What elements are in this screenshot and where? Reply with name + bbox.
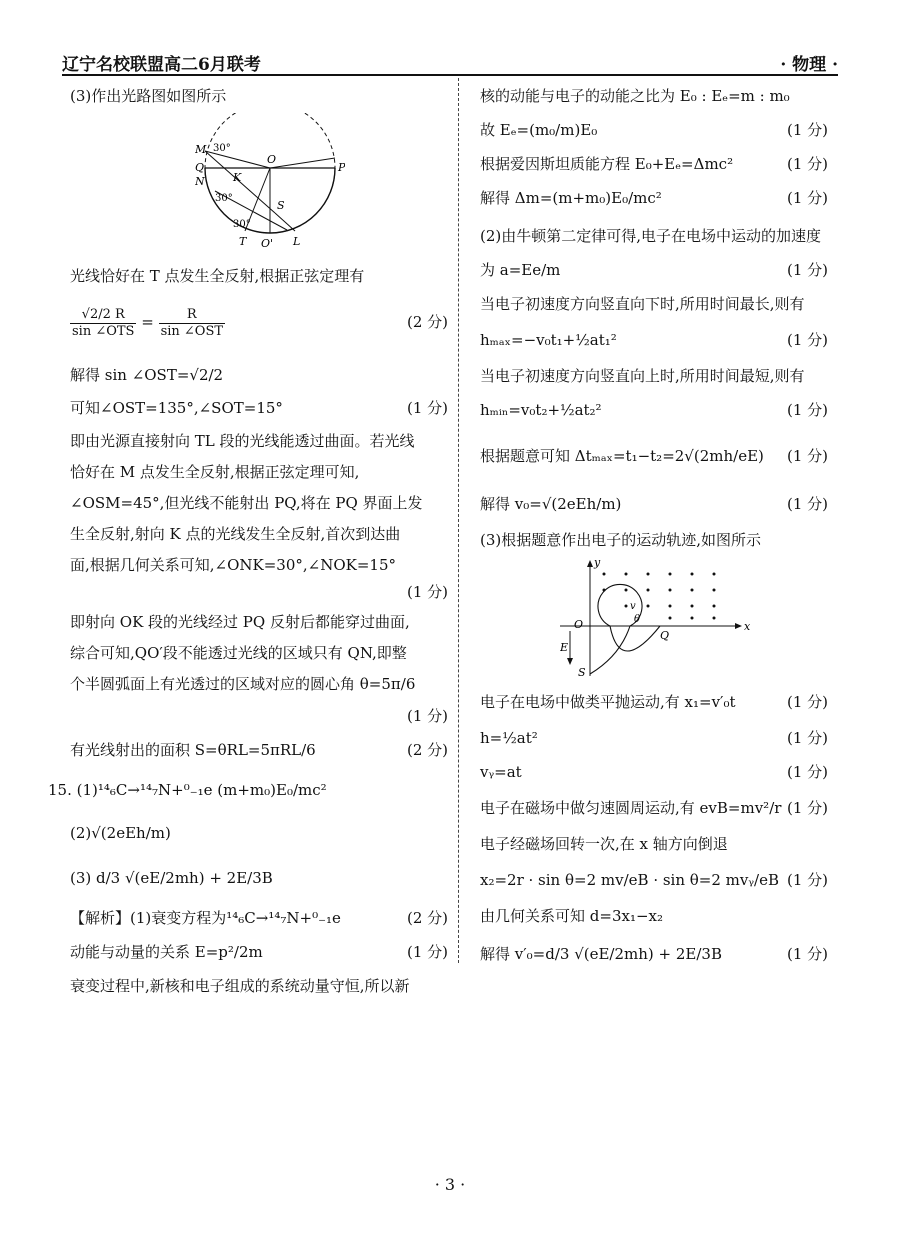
label-x: x: [744, 620, 750, 633]
text-line: 核的动能与电子的动能之比为 E₀ : Eₑ=m : m₀: [480, 87, 790, 105]
score: (1 分): [786, 331, 828, 349]
score: (1 分): [406, 943, 448, 961]
label-theta: θ: [634, 614, 641, 625]
score: (1 分): [786, 763, 828, 781]
sine-law-equation: $\frac{√2/2 R}{\text{sin ∠OTS}}$ = $\frac{R}{\text{sin ∠OST}}$ (2 分): [70, 300, 448, 344]
angle-label: 30°: [215, 193, 233, 204]
text-line: 解得 v′₀=d/3 √(eE/2mh) + 2E/3B (1 分): [480, 945, 828, 963]
text-line: 当电子初速度方向竖直向上时,所用时间最短,则有: [480, 367, 805, 385]
score: (1 分): [786, 729, 828, 747]
text-line: 可知∠OST=135°,∠SOT=15° (1 分): [70, 399, 448, 417]
label-Q: Q: [660, 629, 670, 642]
electron-trajectory-diagram: [560, 556, 750, 681]
text-line: 动能与动量的关系 E=p²/2m (1 分): [70, 943, 448, 961]
angle-label: 30°: [213, 143, 231, 154]
column-divider: [458, 78, 459, 963]
score: (1 分): [786, 189, 828, 207]
text-line: 为 a=Ee/m (1 分): [480, 261, 828, 279]
text-line: 电子在磁场中做匀速圆周运动,有 evB=mv²/r (1 分): [480, 799, 828, 817]
page-number: · 3 ·: [434, 1175, 466, 1194]
paragraph-line: 面,根据几何关系可知,∠ONK=30°,∠NOK=15°: [70, 556, 397, 574]
label-y: y: [594, 556, 601, 569]
label-S: S: [578, 666, 586, 679]
light-path-diagram: [195, 113, 345, 253]
text-line: 衰变过程中,新核和电子组成的系统动量守恒,所以新: [70, 977, 410, 995]
label-v: v: [630, 601, 636, 612]
text-line: 解得 v₀=√(2eEh/m) (1 分): [480, 495, 828, 513]
score: (1 分): [786, 945, 828, 963]
score: (1 分): [786, 401, 828, 419]
label-Q: Q: [195, 161, 205, 174]
score: (1 分): [786, 121, 828, 139]
exam-title: 辽宁名校联盟高二6月联考: [62, 55, 261, 75]
angle-label: 30°: [233, 219, 251, 230]
label-N: N: [195, 175, 205, 188]
y-arrow: [587, 560, 593, 567]
label-T: T: [239, 235, 247, 248]
text-line: (3)根据题意作出电子的运动轨迹,如图所示: [480, 531, 762, 549]
score: (2 分): [406, 741, 448, 759]
score: (2 分): [406, 313, 448, 331]
score: (2 分): [406, 909, 448, 927]
ray: [270, 158, 335, 168]
answer-15-3: (3) d/3 √(eE/2mh) + 2E/3B: [70, 869, 273, 887]
text-line: (2)由牛顿第二定律可得,电子在电场中运动的加速度: [480, 227, 822, 245]
label-O: O: [267, 153, 277, 166]
text-line: 根据题意可知 Δtₘₐₓ=t₁−t₂=2√(2mh/eE) (1 分): [480, 447, 828, 465]
ray: [275, 213, 295, 231]
analysis-line: 【解析】(1)衰变方程为¹⁴₆C→¹⁴₇N+⁰₋₁e (2 分): [70, 909, 448, 927]
text-line: h=½at² (1 分): [480, 729, 828, 747]
score: (1 分): [406, 399, 448, 417]
label-O: O: [574, 618, 584, 631]
paragraph-line: 生全反射,射向 K 点的光线发生全反射,首次到达曲: [70, 525, 401, 543]
text-line: 当电子初速度方向竖直向下时,所用时间最长,则有: [480, 295, 805, 313]
paragraph-line: ∠OSM=45°,但光线不能射出 PQ,将在 PQ 界面上发: [70, 494, 423, 512]
score: (1 分): [786, 693, 828, 711]
score: (1 分): [406, 583, 448, 601]
text-line: 有光线射出的面积 S=θRL=5πRL/6 (2 分): [70, 741, 448, 759]
text-line: 故 Eₑ=(m₀/m)E₀ (1 分): [480, 121, 828, 139]
label-P: P: [338, 161, 345, 174]
label-E: E: [560, 641, 569, 654]
label-L: L: [293, 235, 301, 248]
page-header: [62, 40, 838, 76]
label-S: S: [277, 199, 285, 212]
score: (1 分): [786, 261, 828, 279]
x-arrow: [735, 623, 742, 629]
score: (1 分): [786, 155, 828, 173]
text-line: vᵧ=at (1 分): [480, 763, 828, 781]
text-line: (3)作出光路图如图所示: [70, 87, 227, 105]
label-O-prime: O': [261, 237, 274, 250]
label-K: K: [233, 171, 242, 184]
text-line: 电子在电场中做类平抛运动,有 x₁=v′₀t (1 分): [480, 693, 828, 711]
text-line: 由几何关系可知 d=3x₁−x₂: [480, 907, 663, 925]
paragraph-line: 即由光源直接射向 TL 段的光线能透过曲面。若光线: [70, 432, 415, 450]
score: (1 分): [786, 871, 828, 889]
score: (1 分): [786, 799, 828, 817]
text-line: hₘₐₓ=−v₀t₁+½at₁² (1 分): [480, 331, 828, 349]
paragraph-line: 即射向 OK 段的光线经过 PQ 反射后都能穿过曲面,: [70, 613, 410, 631]
text-line: 根据爱因斯坦质能方程 E₀+Eₑ=Δmc² (1 分): [480, 155, 828, 173]
answer-15-1: 15. (1)¹⁴₆C→¹⁴₇N+⁰₋₁e (m+m₀)E₀/mc²: [48, 781, 327, 799]
text-line: 光线恰好在 T 点发生全反射,根据正弦定理有: [70, 267, 365, 285]
paragraph-line: 个半圆弧面上有光透过的区域对应的圆心角 θ=5π/6: [70, 675, 416, 693]
label-M: M: [195, 143, 207, 156]
text-line: 解得 Δm=(m+m₀)E₀/mc² (1 分): [480, 189, 828, 207]
text-line: 电子经磁场回转一次,在 x 轴方向倒退: [480, 835, 728, 853]
score: (1 分): [406, 707, 448, 725]
trajectory: [590, 584, 660, 674]
score: (1 分): [786, 447, 828, 465]
subject-label: · 物理 ·: [780, 55, 838, 75]
text-line: x₂=2r · sin θ=2 mv/eB · sin θ=2 mvᵧ/eB (1 分): [480, 871, 828, 889]
paragraph-line: 综合可知,QO′段不能透过光线的区域只有 QN,即整: [70, 644, 407, 662]
score: (1 分): [786, 495, 828, 513]
paragraph-line: 恰好在 M 点发生全反射,根据正弦定理可知,: [70, 463, 360, 481]
magnetic-field-dots: [603, 573, 716, 620]
text-line: 解得 sin ∠OST=√2/2: [70, 366, 224, 384]
text-line: hₘᵢₙ=v₀t₂+½at₂² (1 分): [480, 401, 828, 419]
answer-15-2: (2)√(2eEh/m): [70, 824, 171, 842]
